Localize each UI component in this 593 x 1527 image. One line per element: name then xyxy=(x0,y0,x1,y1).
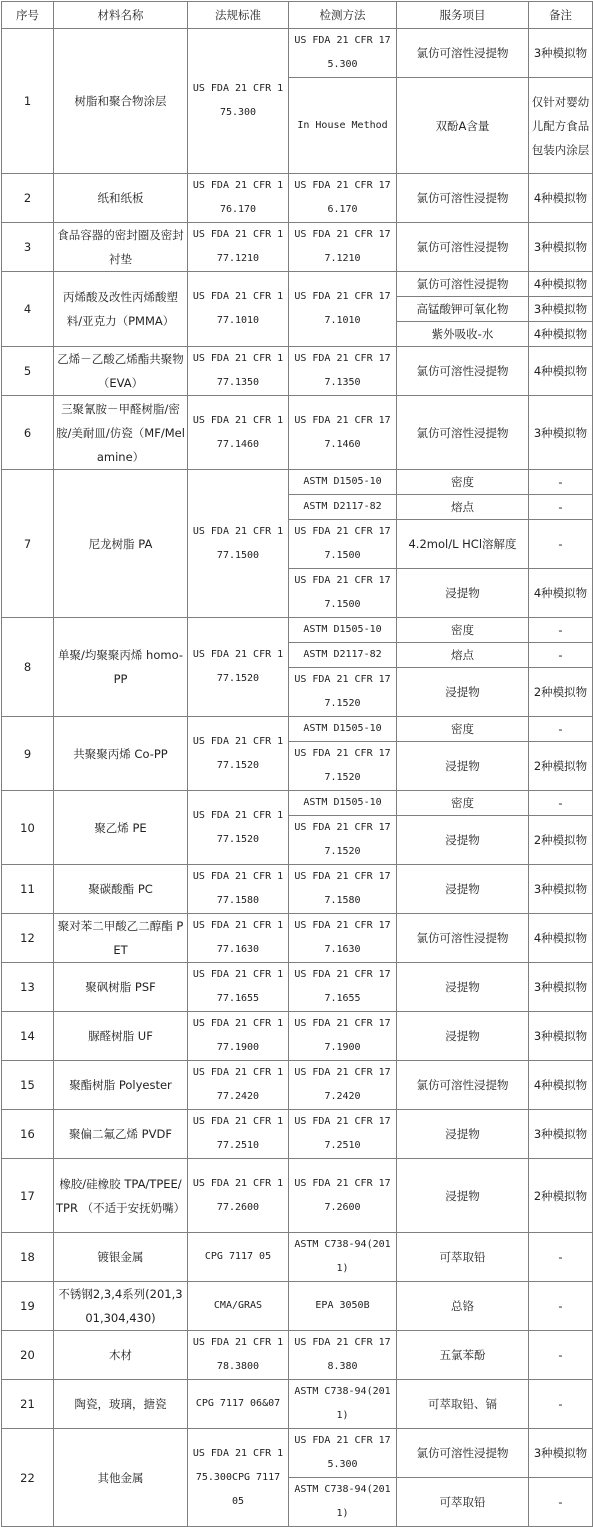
service-item: 氯仿可溶性浸提物 xyxy=(397,1429,529,1478)
material-name: 聚砜树脂 PSF xyxy=(54,963,188,1012)
material-name: 三聚氰胺－甲醛树脂/密胺/美耐皿/仿瓷（MF/Melamine） xyxy=(54,396,188,470)
material-name: 脲醛树脂 UF xyxy=(54,1012,188,1061)
table-row xyxy=(2,470,593,495)
header-no: 序号 xyxy=(2,2,54,29)
test-method: In House Method xyxy=(289,78,397,174)
service-item: 五氯苯酚 xyxy=(397,1331,529,1380)
note: - xyxy=(529,520,593,569)
test-method: US FDA 21 CFR 177.1630 xyxy=(289,914,397,963)
row-number: 2 xyxy=(2,174,54,223)
table-row xyxy=(2,347,593,396)
material-name: 镀银金属 xyxy=(54,1233,188,1282)
test-method: US FDA 21 CFR 177.1580 xyxy=(289,865,397,914)
row-number: 20 xyxy=(2,1331,54,1380)
note: 仅针对婴幼儿配方食品包装内涂层 xyxy=(529,78,593,174)
service-item: 浸提物 xyxy=(397,1110,529,1159)
row-number: 17 xyxy=(2,1159,54,1233)
test-method: US FDA 21 CFR 176.170 xyxy=(289,174,397,223)
note: - xyxy=(529,791,593,816)
test-method: ASTM D1505-10 xyxy=(289,791,397,816)
material-name: 共聚聚丙烯 Co-PP xyxy=(54,717,188,791)
note: - xyxy=(529,1282,593,1331)
note: 3种模拟物 xyxy=(529,29,593,78)
row-number: 4 xyxy=(2,272,54,347)
material-name: 聚碳酸酯 PC xyxy=(54,865,188,914)
regulation-standard: US FDA 21 CFR 177.1350 xyxy=(188,347,289,396)
note: - xyxy=(529,1331,593,1380)
note: 4种模拟物 xyxy=(529,347,593,396)
test-method: US FDA 21 CFR 177.1350 xyxy=(289,347,397,396)
test-method: ASTM D1505-10 xyxy=(289,717,397,742)
header-row xyxy=(2,2,593,29)
table-row xyxy=(2,1282,593,1331)
row-number: 11 xyxy=(2,865,54,914)
note: 3种模拟物 xyxy=(529,297,593,322)
test-method: US FDA 21 CFR 177.1900 xyxy=(289,1012,397,1061)
service-item: 可萃取铅 xyxy=(397,1233,529,1282)
regulation-standard: US FDA 21 CFR 177.1900 xyxy=(188,1012,289,1061)
table-row xyxy=(2,1429,593,1478)
service-item: 浸提物 xyxy=(397,816,529,865)
row-number: 6 xyxy=(2,396,54,470)
service-item: 氯仿可溶性浸提物 xyxy=(397,29,529,78)
material-name: 其他金属 xyxy=(54,1429,188,1527)
table-row xyxy=(2,963,593,1012)
test-method: US FDA 21 CFR 177.1460 xyxy=(289,396,397,470)
service-item: 高锰酸钾可氧化物 xyxy=(397,297,529,322)
note: 2种模拟物 xyxy=(529,1159,593,1233)
test-method: EPA 3050B xyxy=(289,1282,397,1331)
note: 4种模拟物 xyxy=(529,174,593,223)
service-item: 总铬 xyxy=(397,1282,529,1331)
regulation-standard: US FDA 21 CFR 177.1520 xyxy=(188,791,289,865)
row-number: 3 xyxy=(2,223,54,272)
service-item: 浸提物 xyxy=(397,668,529,717)
header-note: 备注 xyxy=(529,2,593,29)
regulation-standard: US FDA 21 CFR 177.1580 xyxy=(188,865,289,914)
test-method: ASTM D2117-82 xyxy=(289,643,397,668)
table-row xyxy=(2,791,593,816)
note: 2种模拟物 xyxy=(529,742,593,791)
note: 3种模拟物 xyxy=(529,865,593,914)
service-item: 熔点 xyxy=(397,495,529,520)
note: 3种模拟物 xyxy=(529,963,593,1012)
material-name: 聚偏二氟乙烯 PVDF xyxy=(54,1110,188,1159)
table-row xyxy=(2,865,593,914)
test-method: US FDA 21 CFR 177.2420 xyxy=(289,1061,397,1110)
regulation-standard: CPG 7117 06&07 xyxy=(188,1380,289,1429)
service-item: 可萃取铅、镉 xyxy=(397,1380,529,1429)
service-item: 氯仿可溶性浸提物 xyxy=(397,174,529,223)
row-number: 5 xyxy=(2,347,54,396)
test-method: ASTM D1505-10 xyxy=(289,470,397,495)
service-item: 密度 xyxy=(397,470,529,495)
note: 2种模拟物 xyxy=(529,668,593,717)
note: - xyxy=(529,717,593,742)
row-number: 9 xyxy=(2,717,54,791)
table-row xyxy=(2,396,593,470)
header-regulation: 法规标准 xyxy=(188,2,289,29)
service-item: 密度 xyxy=(397,717,529,742)
test-method: ASTM C738-94(2011) xyxy=(289,1380,397,1429)
service-item: 浸提物 xyxy=(397,742,529,791)
note: - xyxy=(529,1380,593,1429)
service-item: 浸提物 xyxy=(397,963,529,1012)
row-number: 16 xyxy=(2,1110,54,1159)
test-method: US FDA 21 CFR 175.300 xyxy=(289,1429,397,1478)
regulation-table xyxy=(1,1,593,1527)
note: 3种模拟物 xyxy=(529,1012,593,1061)
note: - xyxy=(529,618,593,643)
row-number: 14 xyxy=(2,1012,54,1061)
table-row xyxy=(2,914,593,963)
table-row xyxy=(2,1061,593,1110)
table-row xyxy=(2,272,593,297)
row-number: 7 xyxy=(2,470,54,618)
row-number: 22 xyxy=(2,1429,54,1527)
note: - xyxy=(529,470,593,495)
regulation-standard: US FDA 21 CFR 177.1010 xyxy=(188,272,289,347)
table-row xyxy=(2,1012,593,1061)
note: 3种模拟物 xyxy=(529,223,593,272)
note: - xyxy=(529,1478,593,1527)
row-number: 15 xyxy=(2,1061,54,1110)
table-row xyxy=(2,174,593,223)
service-item: 氯仿可溶性浸提物 xyxy=(397,914,529,963)
service-item: 氯仿可溶性浸提物 xyxy=(397,223,529,272)
table-row xyxy=(2,1331,593,1380)
test-method: US FDA 21 CFR 177.1010 xyxy=(289,272,397,347)
service-item: 氯仿可溶性浸提物 xyxy=(397,272,529,297)
service-item: 4.2mol/L HCl溶解度 xyxy=(397,520,529,569)
service-item: 双酚A含量 xyxy=(397,78,529,174)
regulation-standard: US FDA 21 CFR 177.1655 xyxy=(188,963,289,1012)
regulation-standard: US FDA 21 CFR 177.1630 xyxy=(188,914,289,963)
test-method: ASTM D2117-82 xyxy=(289,495,397,520)
test-method: US FDA 21 CFR 177.1520 xyxy=(289,668,397,717)
service-item: 密度 xyxy=(397,618,529,643)
note: 4种模拟物 xyxy=(529,914,593,963)
test-method: ASTM C738-94(2011) xyxy=(289,1478,397,1527)
test-method: ASTM D1505-10 xyxy=(289,618,397,643)
service-item: 浸提物 xyxy=(397,865,529,914)
table-row xyxy=(2,618,593,643)
row-number: 21 xyxy=(2,1380,54,1429)
note: 4种模拟物 xyxy=(529,322,593,347)
table-row xyxy=(2,1159,593,1233)
material-name: 聚乙烯 PE xyxy=(54,791,188,865)
note: - xyxy=(529,495,593,520)
service-item: 紫外吸收-水 xyxy=(397,322,529,347)
service-item: 浸提物 xyxy=(397,1012,529,1061)
test-method: US FDA 21 CFR 177.1520 xyxy=(289,742,397,791)
row-number: 12 xyxy=(2,914,54,963)
regulation-standard: US FDA 21 CFR 176.170 xyxy=(188,174,289,223)
test-method: US FDA 21 CFR 177.1500 xyxy=(289,569,397,618)
row-number: 1 xyxy=(2,29,54,174)
note: - xyxy=(529,643,593,668)
regulation-standard: US FDA 21 CFR 177.1520 xyxy=(188,618,289,717)
table-row xyxy=(2,1233,593,1282)
test-method: US FDA 21 CFR 177.2600 xyxy=(289,1159,397,1233)
regulation-standard: US FDA 21 CFR 177.2600 xyxy=(188,1159,289,1233)
header-method: 检测方法 xyxy=(289,2,397,29)
table-row xyxy=(2,717,593,742)
material-name: 不锈钢2,3,4系列(201,301,304,430) xyxy=(54,1282,188,1331)
regulation-standard: US FDA 21 CFR 175.300CPG 7117 05 xyxy=(188,1429,289,1527)
table-body xyxy=(2,2,593,1527)
row-number: 18 xyxy=(2,1233,54,1282)
note: 3种模拟物 xyxy=(529,1110,593,1159)
test-method: US FDA 21 CFR 178.380 xyxy=(289,1331,397,1380)
regulation-standard: CPG 7117 05 xyxy=(188,1233,289,1282)
row-number: 8 xyxy=(2,618,54,717)
material-name: 丙烯酸及改性丙烯酸塑料/亚克力（PMMA） xyxy=(54,272,188,347)
regulation-standard: US FDA 21 CFR 177.2510 xyxy=(188,1110,289,1159)
service-item: 可萃取铅 xyxy=(397,1478,529,1527)
regulation-standard: US FDA 21 CFR 177.2420 xyxy=(188,1061,289,1110)
test-method: US FDA 21 CFR 175.300 xyxy=(289,29,397,78)
service-item: 氯仿可溶性浸提物 xyxy=(397,396,529,470)
row-number: 13 xyxy=(2,963,54,1012)
test-method: ASTM C738-94(2011) xyxy=(289,1233,397,1282)
table-row xyxy=(2,223,593,272)
service-item: 熔点 xyxy=(397,643,529,668)
material-name: 聚对苯二甲酸乙二醇酯 PET xyxy=(54,914,188,963)
material-name: 纸和纸板 xyxy=(54,174,188,223)
note: 4种模拟物 xyxy=(529,1061,593,1110)
test-method: US FDA 21 CFR 177.1500 xyxy=(289,520,397,569)
note: 3种模拟物 xyxy=(529,396,593,470)
test-method: US FDA 21 CFR 177.2510 xyxy=(289,1110,397,1159)
material-name: 树脂和聚合物涂层 xyxy=(54,29,188,174)
material-name: 食品容器的密封圈及密封衬垫 xyxy=(54,223,188,272)
material-name: 乙烯－乙酸乙烯酯共聚物（EVA） xyxy=(54,347,188,396)
row-number: 19 xyxy=(2,1282,54,1331)
table-row xyxy=(2,29,593,78)
regulation-standard: US FDA 21 CFR 177.1460 xyxy=(188,396,289,470)
note: 4种模拟物 xyxy=(529,272,593,297)
regulation-standard: US FDA 21 CFR 177.1520 xyxy=(188,717,289,791)
test-method: US FDA 21 CFR 177.1520 xyxy=(289,816,397,865)
note: 3种模拟物 xyxy=(529,1429,593,1478)
regulation-standard: CMA/GRAS xyxy=(188,1282,289,1331)
note: - xyxy=(529,1233,593,1282)
regulation-standard: US FDA 21 CFR 177.1500 xyxy=(188,470,289,618)
material-name: 木材 xyxy=(54,1331,188,1380)
regulation-standard: US FDA 21 CFR 175.300 xyxy=(188,29,289,174)
regulation-standard: US FDA 21 CFR 178.3800 xyxy=(188,1331,289,1380)
test-method: US FDA 21 CFR 177.1655 xyxy=(289,963,397,1012)
service-item: 浸提物 xyxy=(397,1159,529,1233)
note: 4种模拟物 xyxy=(529,569,593,618)
material-name: 单聚/均聚聚丙烯 homo-PP xyxy=(54,618,188,717)
material-name: 陶瓷，玻璃，搪瓷 xyxy=(54,1380,188,1429)
table-row xyxy=(2,1380,593,1429)
service-item: 密度 xyxy=(397,791,529,816)
header-material: 材料名称 xyxy=(54,2,188,29)
header-service: 服务项目 xyxy=(397,2,529,29)
row-number: 10 xyxy=(2,791,54,865)
service-item: 氯仿可溶性浸提物 xyxy=(397,347,529,396)
service-item: 浸提物 xyxy=(397,569,529,618)
material-name: 尼龙树脂 PA xyxy=(54,470,188,618)
service-item: 氯仿可溶性浸提物 xyxy=(397,1061,529,1110)
regulation-standard: US FDA 21 CFR 177.1210 xyxy=(188,223,289,272)
material-name: 聚酯树脂 Polyester xyxy=(54,1061,188,1110)
material-name: 橡胶/硅橡胶 TPA/TPEE/TPR （不适于安抚奶嘴） xyxy=(54,1159,188,1233)
table-row xyxy=(2,1110,593,1159)
test-method: US FDA 21 CFR 177.1210 xyxy=(289,223,397,272)
note: 2种模拟物 xyxy=(529,816,593,865)
